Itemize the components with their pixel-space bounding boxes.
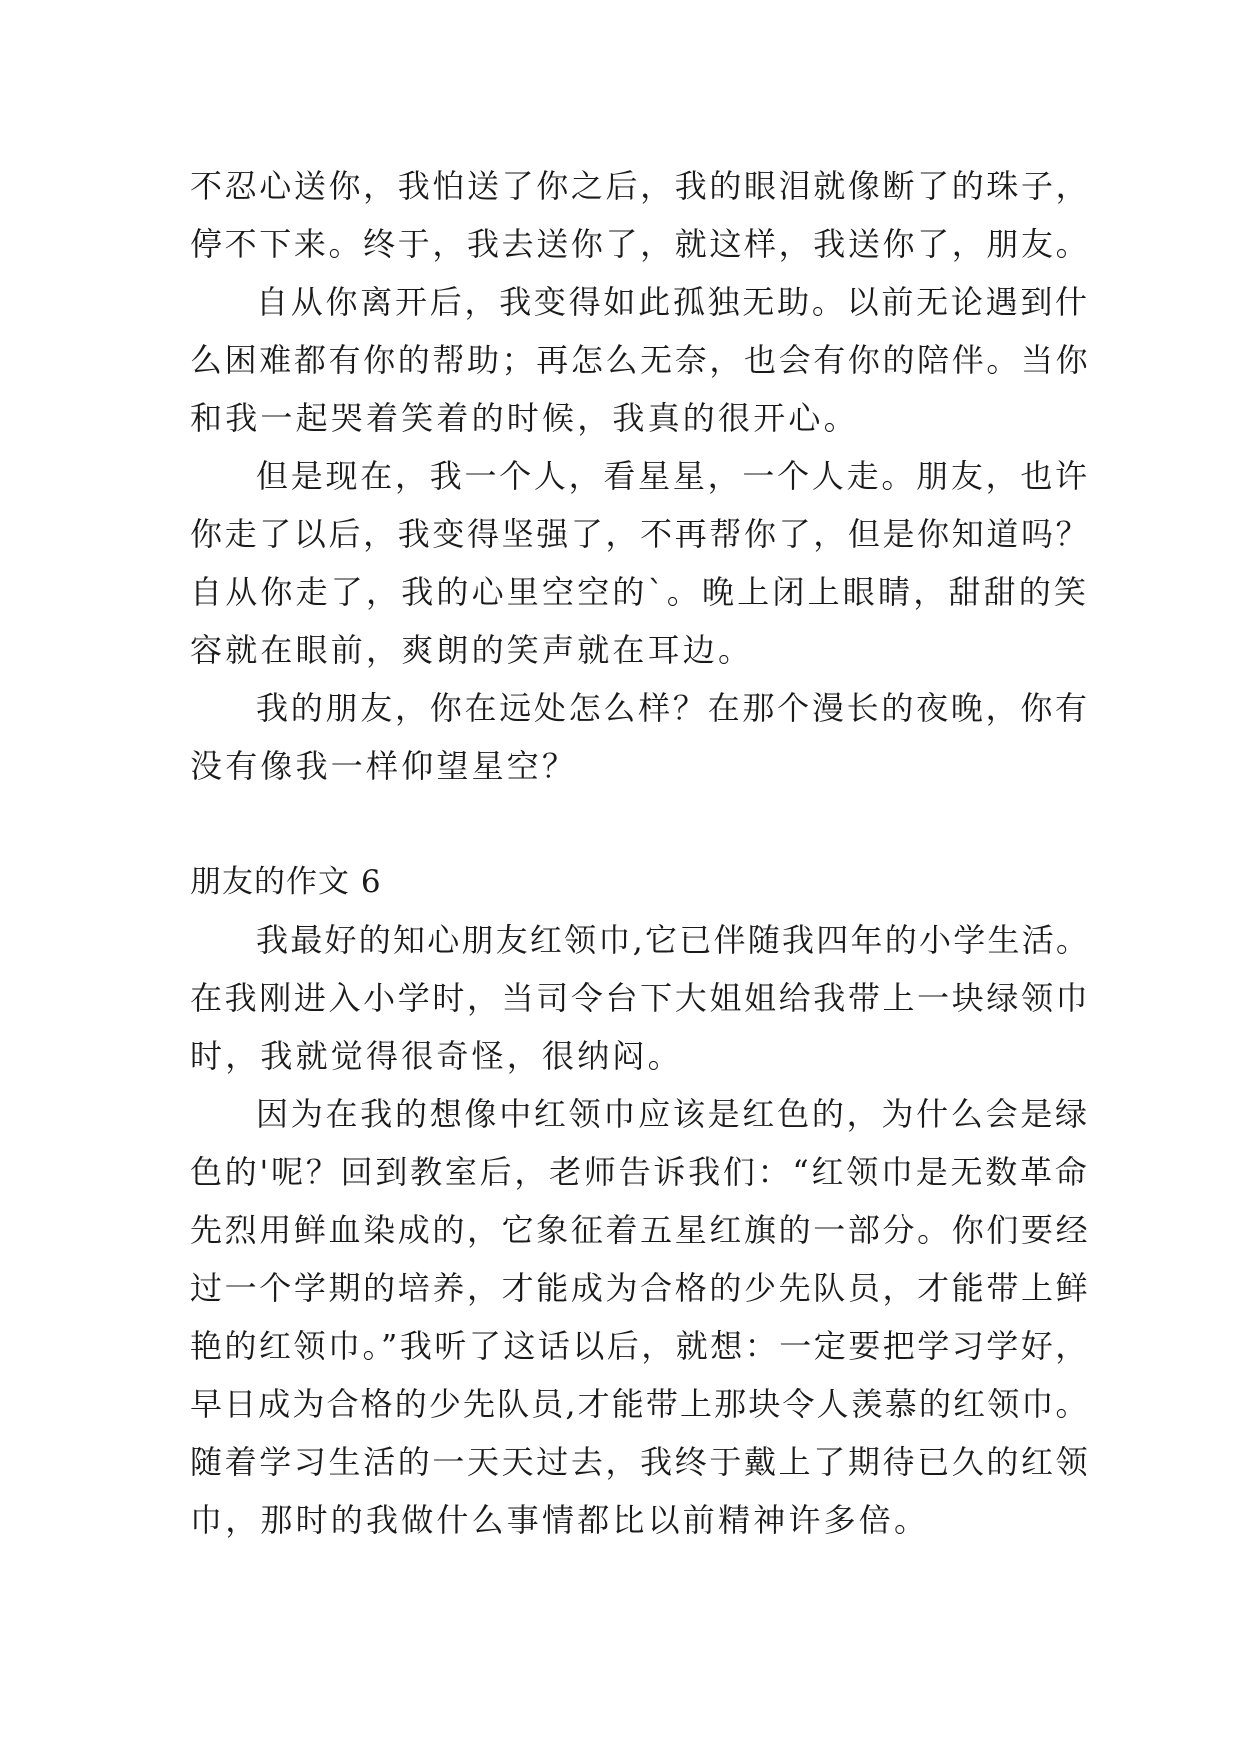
paragraph-line: 我最好的知心朋友红领巾,它已伴随我四年的小学生活。 (256, 921, 1091, 959)
paragraph-line: 先烈用鲜血染成的，它象征着五星红旗的一部分。你们要经 (190, 1211, 1091, 1249)
paragraph-line: 在我刚进入小学时，当司令台下大姐姐给我带上一块绿领巾 (190, 979, 1091, 1017)
paragraph-line: 早日成为合格的少先队员,才能带上那块令人羡慕的红领巾。 (190, 1385, 1090, 1423)
paragraph-line: 和我一起哭着笑着的时候，我真的很开心。 (190, 399, 859, 437)
paragraph-line: 自从你走了，我的心里空空的`。晚上闭上眼睛，甜甜的笑 (190, 573, 1090, 611)
paragraph-line: 自从你离开后，我变得如此孤独无助。以前无论遇到什 (256, 283, 1090, 321)
paragraph-line: 你走了以后，我变得坚强了，不再帮你了，但是你知道吗？ (190, 515, 1091, 553)
paragraph-line: 停不下来。终于，我去送你了，就这样，我送你了，朋友。 (190, 225, 1091, 263)
paragraph-line: 没有像我一样仰望星空？ (190, 747, 578, 785)
section-title: 朋友的作文 6 (190, 864, 382, 900)
paragraph-line: 色的'呢？回到教室后，老师告诉我们：“红领巾是无数革命 (190, 1153, 1090, 1191)
paragraph-line: 不忍心送你，我怕送了你之后，我的眼泪就像断了的珠子， (190, 167, 1091, 205)
paragraph-line: 么困难都有你的帮助；再怎么无奈，也会有你的陪伴。当你 (190, 341, 1091, 379)
paragraph-line: 因为在我的想像中红领巾应该是红色的，为什么会是绿 (256, 1095, 1090, 1133)
paragraph-line: 但是现在，我一个人，看星星，一个人走。朋友，也许 (256, 457, 1090, 495)
paragraph-line: 过一个学期的培养，才能成为合格的少先队员，才能带上鲜 (190, 1269, 1091, 1307)
paragraph-line: 艳的红领巾。”我听了这话以后，就想：一定要把学习学好， (190, 1327, 1090, 1365)
paragraph-line: 容就在眼前，爽朗的笑声就在耳边。 (190, 631, 754, 669)
paragraph-line: 随着学习生活的一天天过去，我终于戴上了期待已久的红领 (190, 1443, 1091, 1481)
paragraph-line: 巾，那时的我做什么事情都比以前精神许多倍。 (190, 1501, 930, 1539)
paragraph-line: 时，我就觉得很奇怪，很纳闷。 (190, 1037, 683, 1075)
paragraph-line: 我的朋友，你在远处怎么样？在那个漫长的夜晚，你有 (256, 689, 1090, 727)
